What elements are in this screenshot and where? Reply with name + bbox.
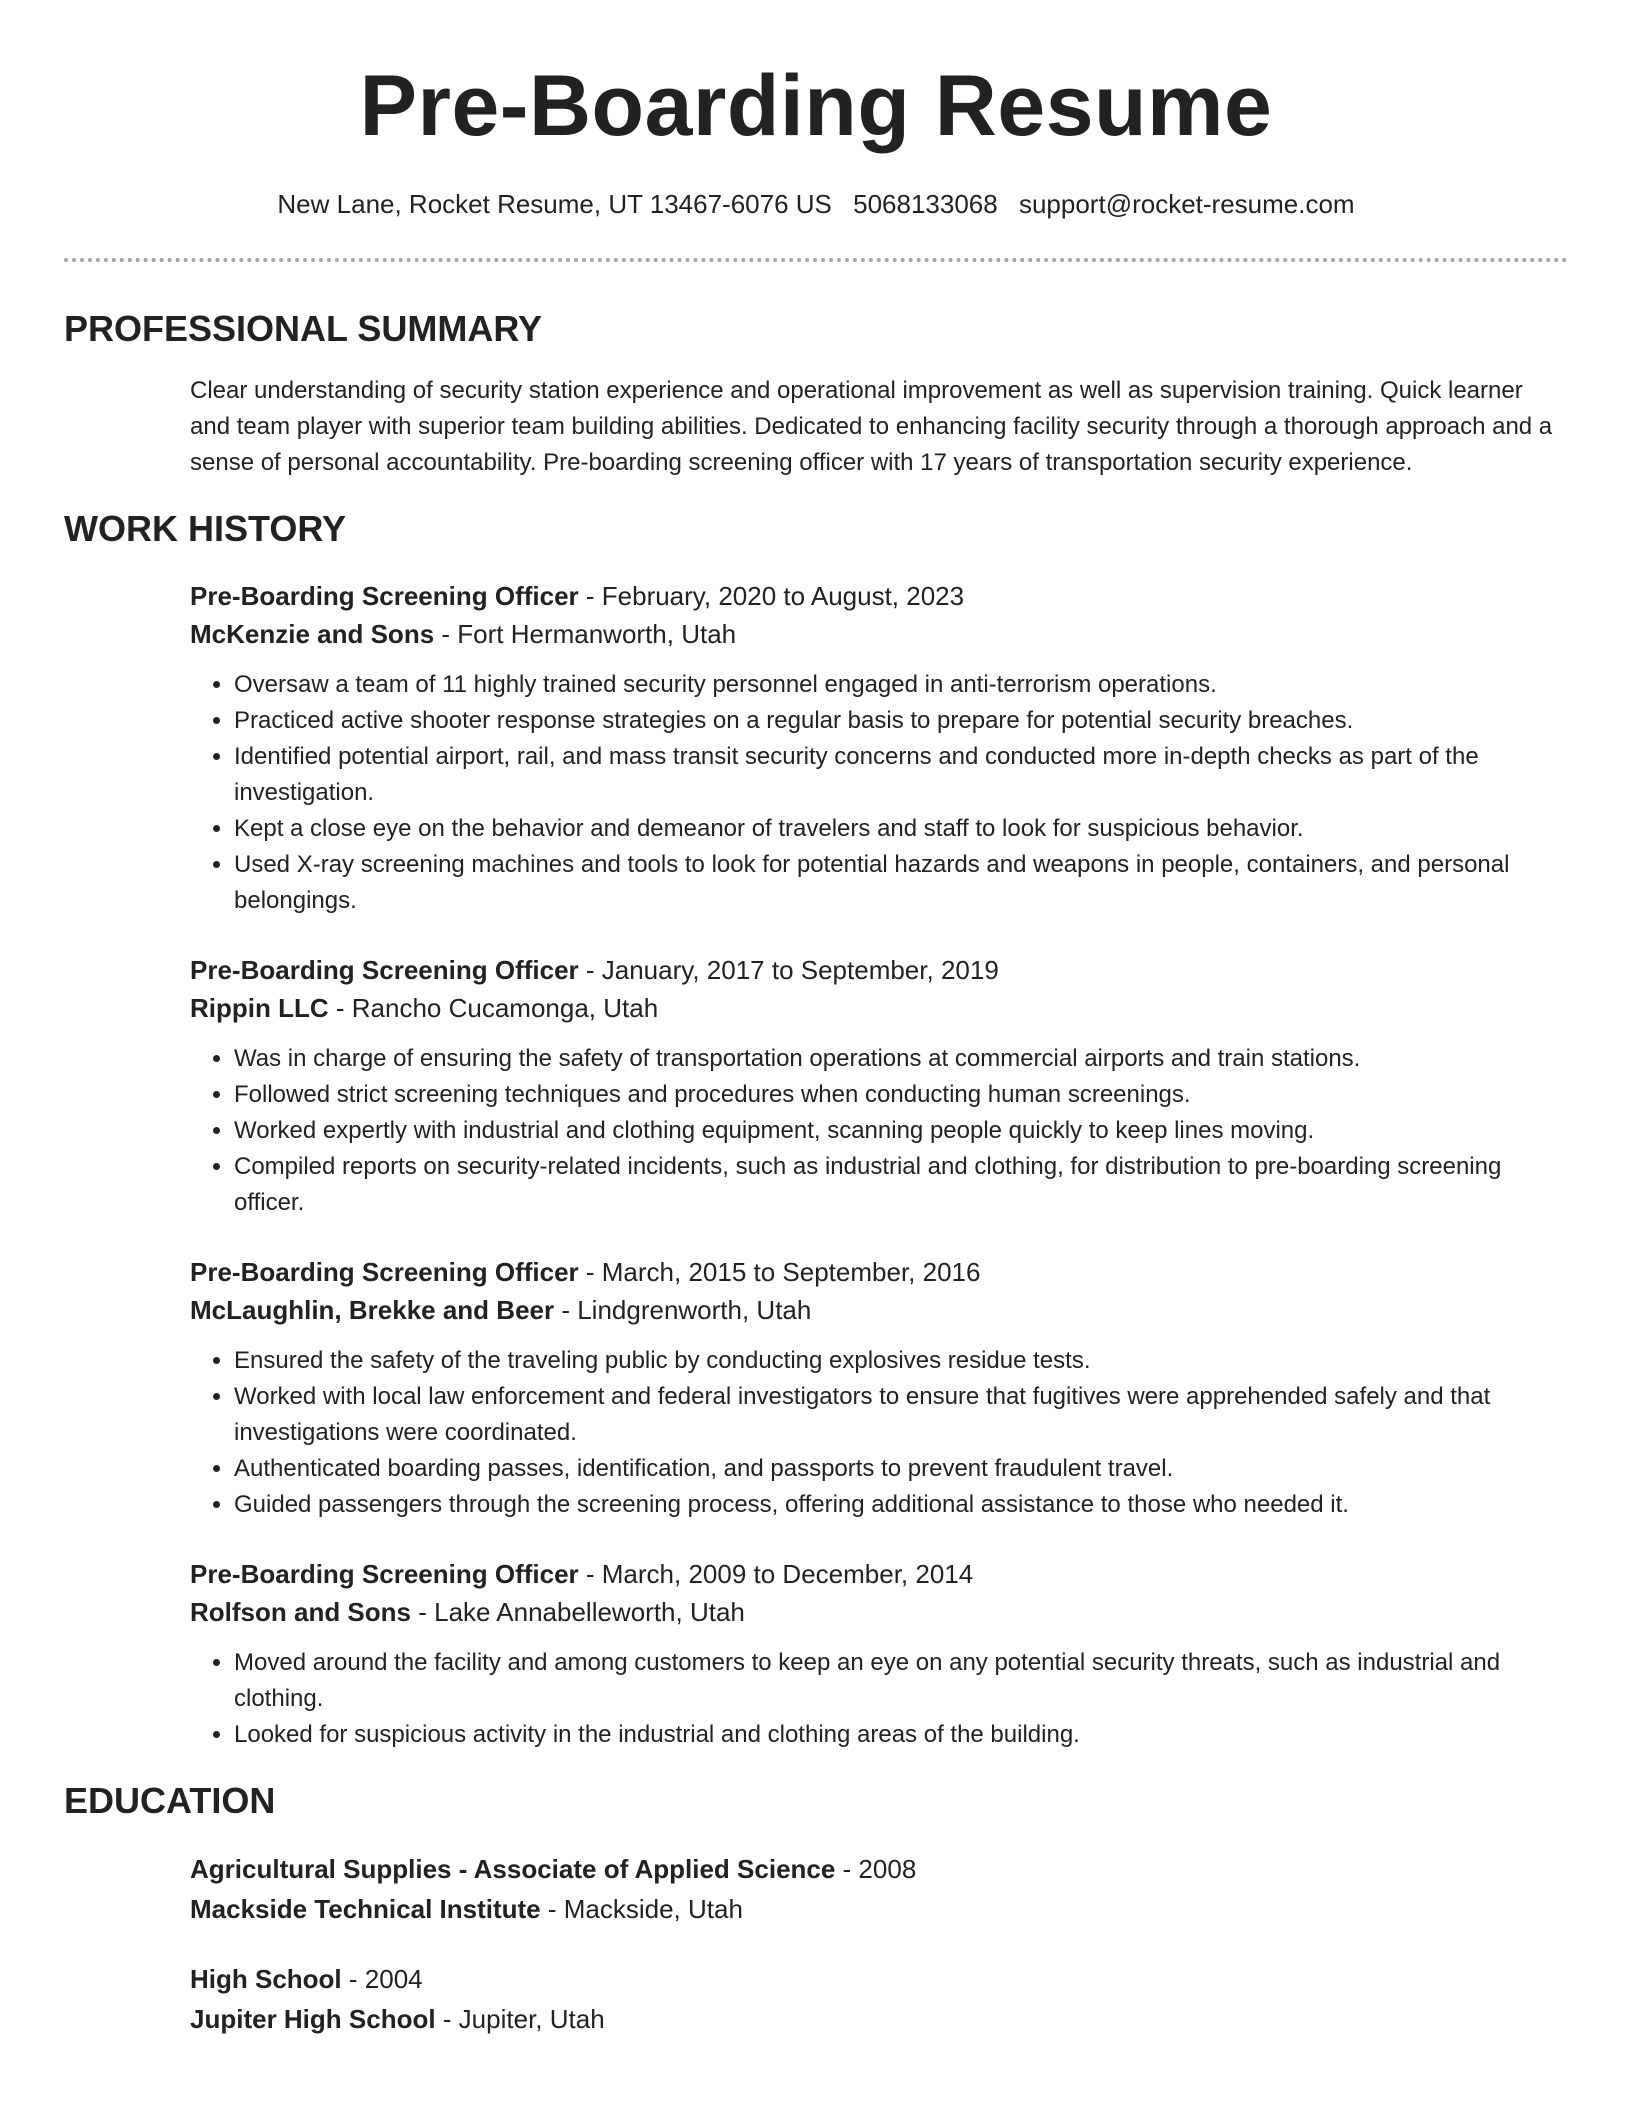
duty-item: • Worked expertly with industrial and clothing equipment, scanning people quickly to keep lines moving.: [234, 1113, 1568, 1149]
degree-year: - 2004: [341, 1964, 423, 1994]
duty-item: • Guided passengers through the screening process, offering additional assistance to those who needed it.: [234, 1487, 1568, 1523]
education-entry: [190, 1959, 1568, 2039]
duty-item: • Was in charge of ensuring the safety of transportation operations at commercial airports and train stations.: [234, 1041, 1568, 1077]
job-entry: [190, 951, 1568, 1221]
summary-text: Clear understanding of security station experience and operational improvement as well as supervision training. Quick learner and team player with superior team building abilities. Dedicated to enhancing facility security through a thorough approach and a sense of personal accountability. Pre-boarding screening officer with 17 years of transportation security experience.: [190, 377, 1553, 476]
job-company: McKenzie and Sons: [190, 619, 435, 649]
job-dates: - March, 2009 to December, 2014: [578, 1559, 974, 1589]
job-duties: [190, 1645, 1568, 1753]
job-dates: - January, 2017 to September, 2019: [578, 955, 999, 985]
education-entry: [190, 1849, 1568, 1929]
school-location: - Mackside, Utah: [540, 1894, 743, 1924]
job-location: - Fort Hermanworth, Utah: [434, 619, 737, 649]
contact-address: New Lane, Rocket Resume, UT 13467-6076 US: [277, 189, 832, 219]
degree-name: Agricultural Supplies - Associate of Applied Science: [190, 1854, 836, 1884]
job-location: - Lindgrenworth, Utah: [554, 1295, 812, 1325]
job-dates: - March, 2015 to September, 2016: [578, 1257, 981, 1287]
job-title-line: [190, 951, 1568, 989]
job-title-line: [190, 1253, 1568, 1291]
job-role: Pre-Boarding Screening Officer: [190, 955, 579, 985]
degree-name: High School: [190, 1964, 342, 1994]
job-dates: - February, 2020 to August, 2023: [578, 581, 965, 611]
degree-year: - 2008: [835, 1854, 917, 1884]
job-company: McLaughlin, Brekke and Beer: [190, 1295, 555, 1325]
resume-header: [64, 0, 1568, 220]
degree-line: [190, 1849, 1568, 1889]
job-duties: [190, 667, 1568, 919]
job-entry: [190, 577, 1568, 919]
school-name: Mackside Technical Institute: [190, 1894, 541, 1924]
job-location: - Lake Annabelleworth, Utah: [411, 1597, 745, 1627]
job-role: Pre-Boarding Screening Officer: [190, 581, 579, 611]
duty-item: • Moved around the facility and among customers to keep an eye on any potential security threats, such as industrial and clothing.: [234, 1645, 1568, 1717]
job-role: Pre-Boarding Screening Officer: [190, 1559, 579, 1589]
school-line: [190, 1999, 1568, 2039]
duty-item: • Practiced active shooter response strategies on a regular basis to prepare for potential security breaches.: [234, 703, 1568, 739]
job-title-line: [190, 577, 1568, 615]
duty-item: • Compiled reports on security-related incidents, such as industrial and clothing, for distribution to pre-boarding screening officer.: [234, 1149, 1568, 1221]
job-role: Pre-Boarding Screening Officer: [190, 1257, 579, 1287]
contact-email: support@rocket-resume.com: [1018, 189, 1355, 219]
contact-line: [64, 188, 1568, 220]
degree-line: [190, 1959, 1568, 1999]
school-name: Jupiter High School: [190, 2004, 436, 2034]
work-history-section: [64, 507, 1568, 1753]
resume-title: Pre-Boarding Resume: [359, 58, 1273, 154]
duty-item: • Oversaw a team of 11 highly trained security personnel engaged in anti-terrorism operations.: [234, 667, 1568, 703]
duty-item: • Worked with local law enforcement and federal investigators to ensure that fugitives were apprehended safely and that investigations were coordinated.: [234, 1379, 1568, 1451]
summary-section: [64, 307, 1568, 481]
job-company-line: [190, 615, 1568, 653]
duty-item: • Looked for suspicious activity in the industrial and clothing areas of the building.: [234, 1717, 1568, 1753]
header-divider: [64, 258, 1568, 262]
work-history-heading: WORK HISTORY: [64, 508, 347, 549]
job-duties: [190, 1041, 1568, 1221]
job-company-line: [190, 1593, 1568, 1631]
school-line: [190, 1889, 1568, 1929]
duty-item: • Followed strict screening techniques and procedures when conducting human screenings.: [234, 1077, 1568, 1113]
duty-item: • Used X-ray screening machines and tools to look for potential hazards and weapons in people, containers, and personal belongings.: [234, 847, 1568, 919]
duty-item: • Ensured the safety of the traveling public by conducting explosives residue tests.: [234, 1343, 1568, 1379]
contact-phone: 5068133068: [853, 189, 998, 219]
job-entry: [190, 1555, 1568, 1753]
job-company-line: [190, 1291, 1568, 1329]
job-location: - Rancho Cucamonga, Utah: [328, 993, 659, 1023]
job-title-line: [190, 1555, 1568, 1593]
duty-item: • Identified potential airport, rail, and mass transit security concerns and conducted more in-depth checks as part of the investigation.: [234, 739, 1568, 811]
duty-item: • Kept a close eye on the behavior and demeanor of travelers and staff to look for suspicious behavior.: [234, 811, 1568, 847]
job-company-line: [190, 989, 1568, 1027]
school-location: - Jupiter, Utah: [435, 2004, 605, 2034]
job-entry: [190, 1253, 1568, 1523]
job-company: Rolfson and Sons: [190, 1597, 411, 1627]
summary-heading: PROFESSIONAL SUMMARY: [64, 308, 543, 349]
job-company: Rippin LLC: [190, 993, 329, 1023]
job-duties: [190, 1343, 1568, 1523]
education-section: [64, 1779, 1568, 2039]
duty-item: • Authenticated boarding passes, identification, and passports to prevent fraudulent travel.: [234, 1451, 1568, 1487]
education-heading: EDUCATION: [64, 1780, 276, 1821]
